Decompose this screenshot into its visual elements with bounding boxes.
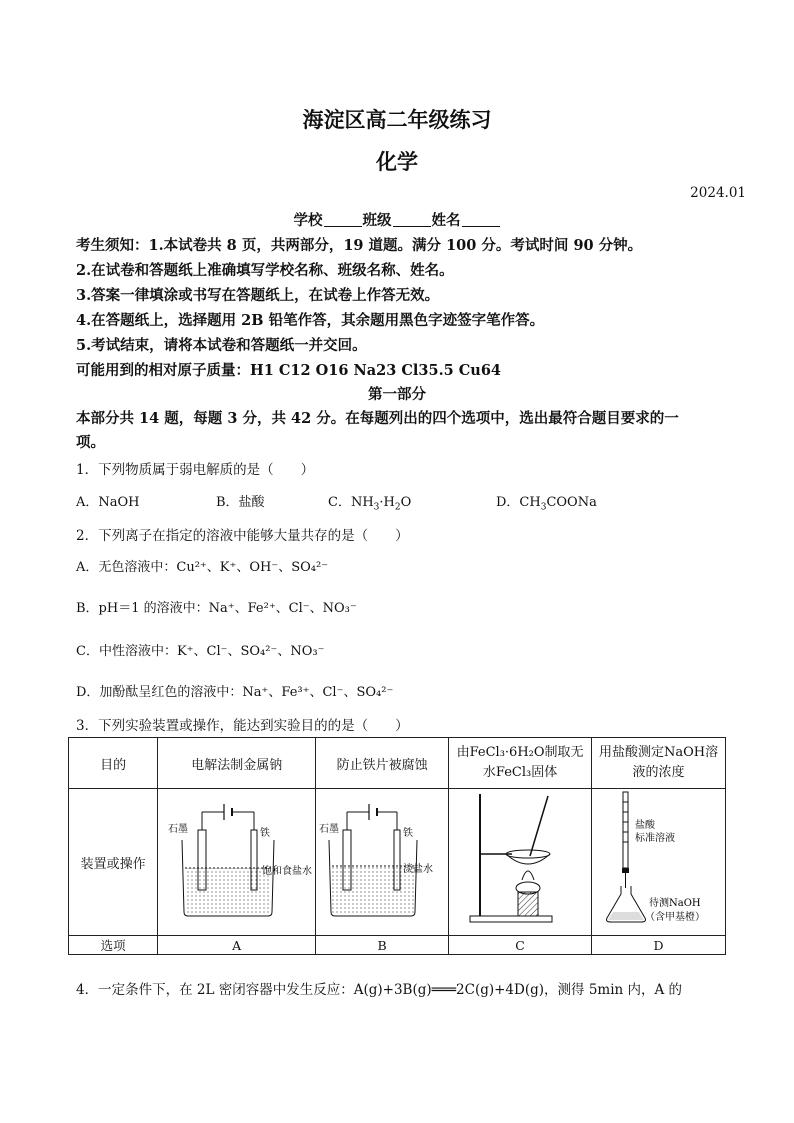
q3-option-b: B (316, 936, 449, 955)
q3-figure-a (158, 789, 316, 936)
school-blank[interactable] (324, 226, 362, 227)
fig-a-iron-label: 铁 (259, 828, 270, 839)
class-label: 班级 (362, 212, 392, 229)
q3-purpose-b: 防止铁片被腐蚀 (316, 738, 449, 789)
q3-table (68, 737, 726, 955)
subject-title: 化学 (376, 149, 418, 174)
q1-option-a: A．NaOH (76, 495, 140, 510)
part1-intro-1: 本部分共 14 题，每题 3 分，共 42 分。在每题列出的四个选项中，选出最符合题目要求的一 (76, 410, 679, 427)
atomic-mass-line: 可能用到的相对原子质量：H1 C12 O16 Na23 Cl35.5 Cu64 (76, 362, 502, 379)
fig-b-iron-label: 铁 (403, 828, 414, 839)
fig-d-indicator-label: （含甲基橙） (644, 912, 705, 923)
q3-figure-d (592, 789, 726, 936)
page-title: 海淀区高二年级练习 (302, 107, 492, 132)
q1-stem: 1．下列物质属于弱电解质的是（ ） (76, 462, 315, 478)
q3-row-label-option: 选项 (69, 936, 158, 955)
part1-intro-2: 项。 (76, 434, 105, 451)
name-label: 姓名 (431, 212, 461, 229)
q3-purpose-c: 由FeCl₃·6H₂O制取无水FeCl₃固体 (449, 738, 592, 789)
q3-purpose-a: 电解法制金属钠 (158, 738, 316, 789)
class-blank[interactable] (393, 226, 431, 227)
evaporation-figure-c (452, 790, 588, 930)
q3-row-label-apparatus: 装置或操作 (69, 789, 158, 936)
fig-a-solution-label: 饱和食盐水 (261, 866, 312, 877)
student-info-line (0, 209, 794, 230)
electrolysis-figure-b (319, 790, 445, 930)
fig-d-acid-label: 盐酸标准溶液 (634, 820, 675, 844)
q3-row-label-purpose: 目的 (69, 738, 158, 789)
notice-line-4: 4.在答题纸上，选择题用 2B 铅笔作答，其余题用黑色字迹签字笔作答。 (76, 312, 545, 329)
q1-option-c: C．$NH_3\cdot H_2O$ (328, 495, 412, 513)
q3-figure-b (316, 789, 449, 936)
q3-option-a: A (158, 936, 316, 955)
q2-option-c: C．中性溶液中：K⁺、Cl⁻、SO₄²⁻、NO₃⁻ (76, 644, 325, 659)
q3-option-d: D (592, 936, 726, 955)
q4-stem: 4．一定条件下，在 2L 密闭容器中发生反应：A(g)+3B(g)═══2C(g)+4D(g)，测得 5min 内，A 的 (76, 982, 683, 998)
exam-date: 2024.01 (690, 185, 746, 201)
part1-heading: 第一部分 (368, 386, 426, 403)
name-blank[interactable] (462, 226, 500, 227)
q3-stem: 3．下列实验装置或操作，能达到实验目的的是（ ） (76, 718, 409, 734)
notice-line-1: 考生须知：1.本试卷共 8 页，共两部分，19 道题。满分 100 分。考试时间 90 分钟。 (76, 237, 643, 254)
q2-stem: 2．下列离子在指定的溶液中能够大量共存的是（ ） (76, 528, 409, 544)
q1-option-b: B．盐酸 (216, 495, 265, 510)
q3-option-c: C (449, 936, 592, 955)
q2-option-b: B．pH＝1 的溶液中：Na⁺、Fe²⁺、Cl⁻、NO₃⁻ (76, 601, 357, 616)
q3-purpose-d: 用盐酸测定NaOH溶液的浓度 (592, 738, 726, 789)
titration-figure-d (595, 790, 723, 930)
q2-option-d: D．加酚酞呈红色的溶液中：Na⁺、Fe³⁺、Cl⁻、SO₄²⁻ (76, 685, 394, 700)
q1-option-d: D．$CH_3COONa$ (496, 495, 597, 513)
fig-b-graphite-label: 石墨 (319, 824, 340, 835)
school-label: 学校 (293, 212, 323, 229)
q2-option-a: A．无色溶液中：Cu²⁺、K⁺、OH⁻、SO₄²⁻ (76, 560, 329, 575)
fig-b-solution-label: 淡盐水 (403, 864, 434, 875)
notice-line-5: 5.考试结束，请将本试卷和答题纸一并交回。 (76, 337, 367, 354)
notice-line-2: 2.在试卷和答题纸上准确填写学校名称、班级名称、姓名。 (76, 262, 454, 279)
q3-figure-c (449, 789, 592, 936)
fig-a-graphite-label: 石墨 (167, 824, 188, 835)
fig-d-base-label: 待测NaOH (648, 898, 701, 909)
electrolysis-figure-a (162, 790, 312, 930)
notice-line-3: 3.答案一律填涂或书写在答题纸上，在试卷上作答无效。 (76, 287, 440, 304)
